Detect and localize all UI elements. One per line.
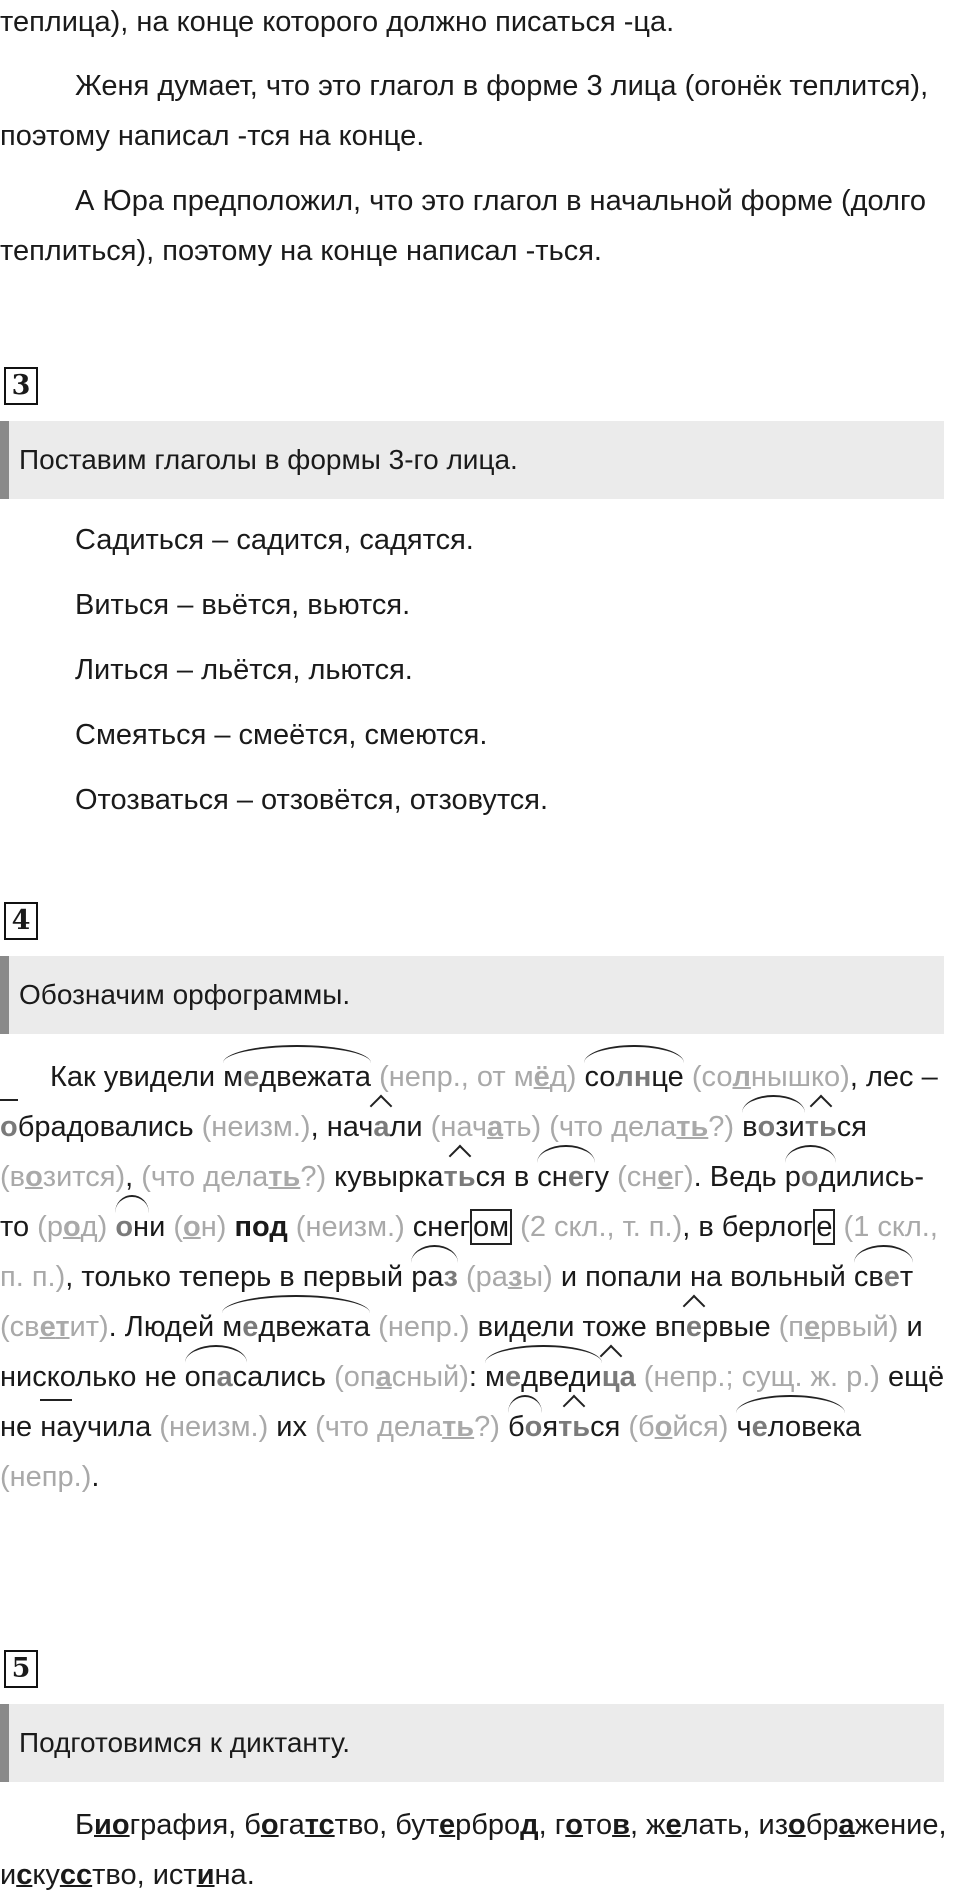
task-number-3: 3 — [4, 367, 38, 405]
dictation-text-orthograms: Как увидели медвежата (непр., от мёд) солнце (солнышко), лес – обрадовались (неизм.), начали (начать) (что делать?) возиться (возится), (что делать?) кувыркаться в снегу (снег). Ведь родились-то (род) они (он) под (неизм.) снег ом (2 скл., т. п.), в берлог е (1 скл., п. п.), только теперь в первый раз (разы) и попали на вольный свет (светит). Людей медвежата (непр.) видели тоже впервые (первый) и нисколько не опасались (опасный): медведица (непр.; сущ. ж. р.) ещё не научила (неизм.) их (что делать?) бояться (бойся) человека (непр.). — [0, 1052, 952, 1502]
verb-line: Отозваться – отзовётся, отзовутся. — [75, 784, 549, 816]
dictation-words: Биография, богатство, бутерброд, готов, желать, изображение, искусство, истина. — [0, 1809, 947, 1891]
intro-line: теплица), на конце которого должно писаться -ца. — [0, 6, 675, 38]
task-instruction-4: Обозначим орфограммы. — [0, 956, 944, 1034]
task-instruction-3: Поставим глаголы в формы 3-го лица. — [0, 421, 944, 499]
task-number-4: 4 — [4, 902, 38, 940]
verb-line: Литься – льётся, льются. — [75, 654, 413, 686]
task-instruction-5: Подготовимся к диктанту. — [0, 1704, 944, 1782]
verb-line: Смеяться – смеётся, смеются. — [75, 719, 488, 751]
intro-paragraph-yura: А Юра предположил, что это глагол в начальной форме (долго теплиться), поэтому на конце написал -ться. — [0, 185, 927, 267]
verb-line: Садиться – садится, садятся. — [75, 524, 474, 556]
intro-paragraph-zhenya: Женя думает, что это глагол в форме 3 лица (огонёк теплится), поэтому написал -тся на конце. — [0, 70, 929, 152]
verb-line: Виться – вьётся, вьются. — [75, 589, 411, 621]
task-number-5: 5 — [4, 1650, 38, 1688]
